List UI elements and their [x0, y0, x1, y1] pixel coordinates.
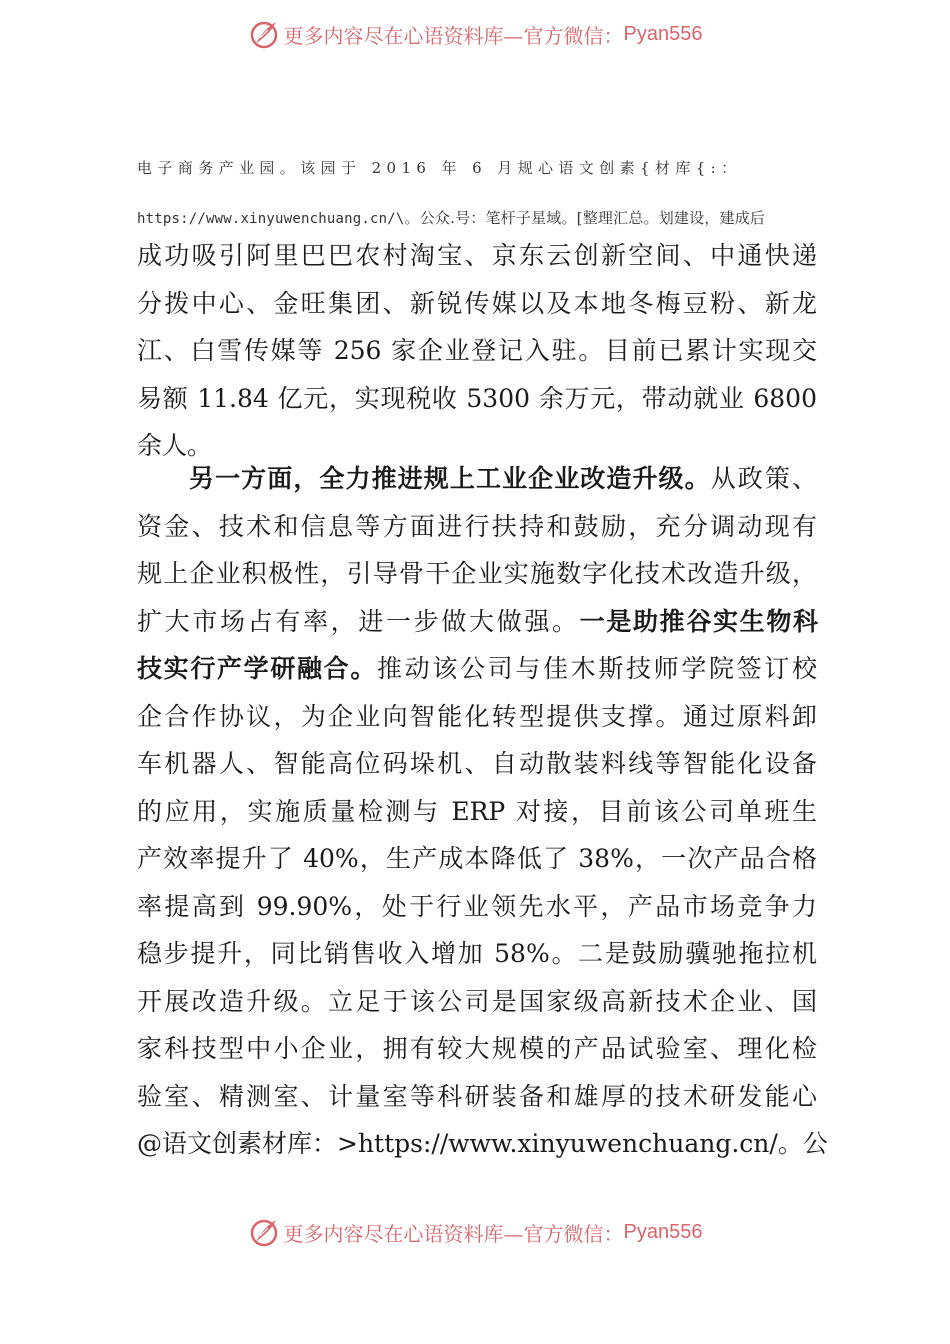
paragraph-2-line: 率提高到 99.90%，处于行业领先水平，产品市场竞争力	[137, 891, 817, 921]
intro-line-2-url: https://www.xinyuwenchuang.cn/\	[137, 211, 405, 227]
intro-line-1: 电子商务产业园。该园于 2016 年 6 月规心语文创素{材库{:：	[137, 159, 742, 177]
paragraph-2-heading: 另一方面，全力推进规上工业企业改造升级。	[189, 464, 711, 493]
footer-banner	[0, 1212, 950, 1252]
feather-pen-logo-icon	[248, 18, 280, 50]
paragraph-2-line: 规上企业积极性，引导骨干企业实施数字化技术改造升级，	[137, 559, 817, 588]
paragraph-2-line	[137, 645, 817, 693]
paragraph-2-line: 企合作协议，为企业向智能化转型提供支撑。通过原料卸	[137, 701, 817, 731]
paragraph-2-line: 车机器人、智能高位码垛机、自动散装料线等智能化设备	[137, 749, 817, 778]
paragraph-2-line: 开展改造升级。立足于该公司是国家级高新技术企业、国	[137, 986, 817, 1016]
feather-pen-logo-icon	[248, 1216, 280, 1248]
paragraph-2-line	[137, 455, 817, 503]
paragraph-2-line-1-rest: 从政策、	[710, 464, 817, 493]
paragraph-2-line-4-start: 扩大市场占有率，进一步做大做强。	[137, 606, 580, 636]
paragraph-1	[137, 232, 817, 470]
header-banner-handle: Pyan556	[623, 22, 703, 45]
paragraph-2-line: 的应用，实施质量检测与 ERP 对接，目前该公司单班生	[137, 796, 817, 826]
paragraph-2-line-4-bold: 一是助推谷实生物科	[579, 606, 817, 636]
paragraph-2-line	[137, 598, 817, 646]
paragraph-2-line: 产效率提升了 40%，生产成本降低了 38%，一次产品合格	[137, 844, 817, 873]
paragraph-2-line: 家科技型中小企业，拥有较大规模的产品试验室、理化检	[137, 1034, 817, 1063]
paragraph-2-line: 稳步提升，同比销售收入增加 58%。二是鼓励骥驰拖拉机	[137, 939, 817, 968]
paragraph-1-line: 江、白雪传媒等 256 家企业登记入驻。目前已累计实现交	[137, 336, 817, 365]
header-banner-text: 更多内容尽在心语资料库—官方微信：	[283, 23, 624, 48]
paragraph-2-line: 验室、精测室、计量室等科研装备和雄厚的技术研发能心	[137, 1081, 817, 1111]
paragraph-2-line: 资金、技术和信息等方面进行扶持和鼓励，充分调动现有	[137, 511, 817, 541]
paragraph-1-line: 易额 11.84 亿元，实现税收 5300 余万元，带动就业 6800	[137, 383, 817, 413]
paragraph-1-line: 成功吸引阿里巴巴农村淘宝、京东云创新空间、中通快递	[137, 241, 817, 270]
footer-banner-handle: Pyan556	[623, 1220, 703, 1243]
header-banner	[0, 14, 950, 54]
paragraph-2-line-5-rest: 推动该公司与佳木斯技师学院签订校	[377, 654, 817, 683]
paragraph-2-line: @语文创素材库：>https://www.xinyuwenchuang.cn/。公	[137, 1129, 828, 1158]
paragraph-1-line: 余人。	[137, 431, 213, 460]
footer-banner-text: 更多内容尽在心语资料库—官方微信：	[283, 1221, 624, 1246]
paragraph-2	[137, 455, 828, 1168]
paragraph-1-line: 分拨中心、金旺集团、新锐传媒以及本地冬梅豆粉、新龙	[137, 288, 817, 318]
intro-line-2	[137, 207, 765, 228]
intro-line-2-text: 。公众.号：笔杆子星域。[整理汇总。划建设，建成后	[404, 209, 766, 227]
paragraph-2-line-5-bold: 技实行产学研融合。	[137, 654, 377, 683]
